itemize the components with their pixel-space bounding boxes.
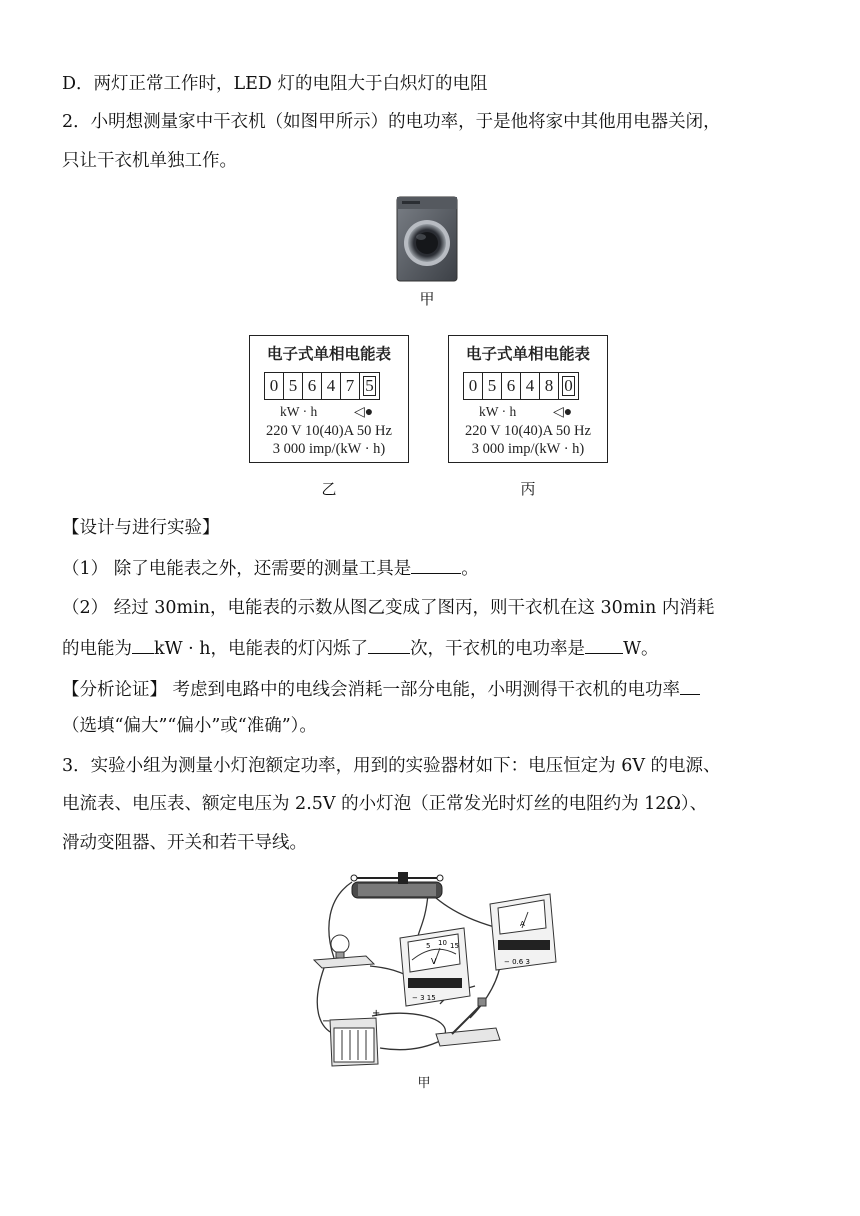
- rheostat-icon: [351, 872, 443, 898]
- meter-digits: [264, 372, 380, 400]
- dryer-icon: [396, 196, 458, 282]
- meter-digit: 0: [464, 373, 483, 399]
- q2-item-2-text-b: kW · h，电能表的灯闪烁了: [154, 639, 369, 659]
- q2-item-2-text-c: 次，干衣机的电功率是: [410, 639, 586, 659]
- q3-line-2: 电流表、电压表、额定电压为 2.5V 的小灯泡（正常发光时灯丝的电阻约为 12Ω）、: [62, 794, 708, 814]
- meter-digit: 4: [521, 373, 540, 399]
- meter-digit: 5: [483, 373, 502, 399]
- q3-line-3: 滑动变阻器、开关和若干导线。: [62, 833, 307, 853]
- q2-item-2-text-a: 的电能为: [62, 639, 132, 659]
- q2-line-2: 只让干衣机单独工作。: [62, 151, 237, 171]
- q2-item-1: [62, 555, 479, 581]
- section-design-heading: 【设计与进行实验】: [62, 518, 220, 538]
- answer-blank-energy[interactable]: [132, 635, 154, 654]
- energy-meter-yi: [249, 335, 409, 463]
- answer-blank-analysis[interactable]: [680, 676, 700, 695]
- meter-indicator-light-icon: ◁●: [553, 405, 573, 420]
- meter-rating: 220 V 10(40)A 50 Hz: [266, 423, 392, 439]
- meter-bing-caption: 丙: [520, 480, 536, 498]
- light-bulb-icon: [314, 935, 374, 968]
- voltmeter-tick-10: 10: [438, 939, 447, 947]
- battery-plus: +: [372, 1008, 381, 1019]
- answer-blank-tool[interactable]: [411, 555, 461, 574]
- voltmeter-terminals: − 3 15: [412, 994, 436, 1002]
- energy-meter-bing: [448, 335, 608, 463]
- meter-digit: 5: [284, 373, 303, 399]
- answer-blank-flashes[interactable]: [368, 635, 410, 654]
- meter-digit: 4: [322, 373, 341, 399]
- meter-digit: 8: [540, 373, 559, 399]
- circuit-diagram: [300, 868, 570, 1068]
- battery-icon: [330, 1018, 378, 1066]
- q3-line-1: 3．实验小组为测量小灯泡额定功率，用到的实验器材如下：电压恒定为 6V 的电源、: [62, 756, 721, 776]
- q2-item-2-text-d: W。: [623, 639, 659, 659]
- q2-line-1: 2．小明想测量家中干衣机（如图甲所示）的电功率，于是他将家中其他用电器关闭，: [62, 112, 721, 132]
- battery-minus: −: [322, 1016, 331, 1027]
- meter-digit: 7: [341, 373, 360, 399]
- meter-indicator-light-icon: ◁●: [354, 405, 374, 420]
- meter-constant: 3 000 imp/(kW · h): [272, 441, 386, 457]
- meter-digit: 6: [502, 373, 521, 399]
- analysis-line-2: （选填“偏大”“偏小”或“准确”）。: [62, 716, 317, 736]
- meter-unit: kW · h: [479, 404, 517, 419]
- meter-digits: [463, 372, 579, 400]
- voltmeter-tick-15: 15: [450, 942, 459, 950]
- switch-icon: [436, 998, 500, 1046]
- voltmeter-symbol: V: [431, 957, 437, 966]
- voltmeter-tick-5: 5: [426, 942, 431, 950]
- meter-title: 电子式单相电能表: [266, 345, 391, 363]
- q2-item-2-line-2: [62, 635, 659, 661]
- meter-title: 电子式单相电能表: [465, 345, 590, 363]
- circuit-caption: 甲: [417, 1076, 431, 1091]
- circuit-figure: [300, 868, 570, 1068]
- analysis-text: 【分析论证】 考虑到电路中的电线会消耗一部分电能，小明测得干衣机的电功率: [62, 680, 681, 700]
- ammeter-symbol: A: [520, 920, 525, 928]
- meter-rating: 220 V 10(40)A 50 Hz: [465, 423, 591, 439]
- meter-decimal-digit: 5: [360, 373, 379, 399]
- ammeter-terminals: − 0.6 3: [504, 958, 530, 966]
- dryer-caption: 甲: [419, 290, 435, 308]
- option-d: D．两灯正常工作时，LED 灯的电阻大于白炽灯的电阻: [62, 74, 488, 94]
- meter-unit: kW · h: [280, 404, 318, 419]
- meter-digit: 0: [265, 373, 284, 399]
- meter-constant: 3 000 imp/(kW · h): [471, 441, 585, 457]
- answer-blank-power[interactable]: [585, 635, 623, 654]
- meter-digit: 6: [303, 373, 322, 399]
- q2-item-2-line-1: （2） 经过 30min，电能表的示数从图乙变成了图丙，则干衣机在这 30min 内消耗: [62, 598, 715, 618]
- meter-yi-caption: 乙: [321, 480, 337, 498]
- dryer-image: [396, 196, 458, 282]
- q2-item-1-text: （1） 除了电能表之外，还需要的测量工具是: [62, 559, 412, 579]
- meter-decimal-digit: 0: [559, 373, 578, 399]
- q2-item-1-end: 。: [461, 559, 479, 579]
- analysis-line-1: [62, 676, 700, 702]
